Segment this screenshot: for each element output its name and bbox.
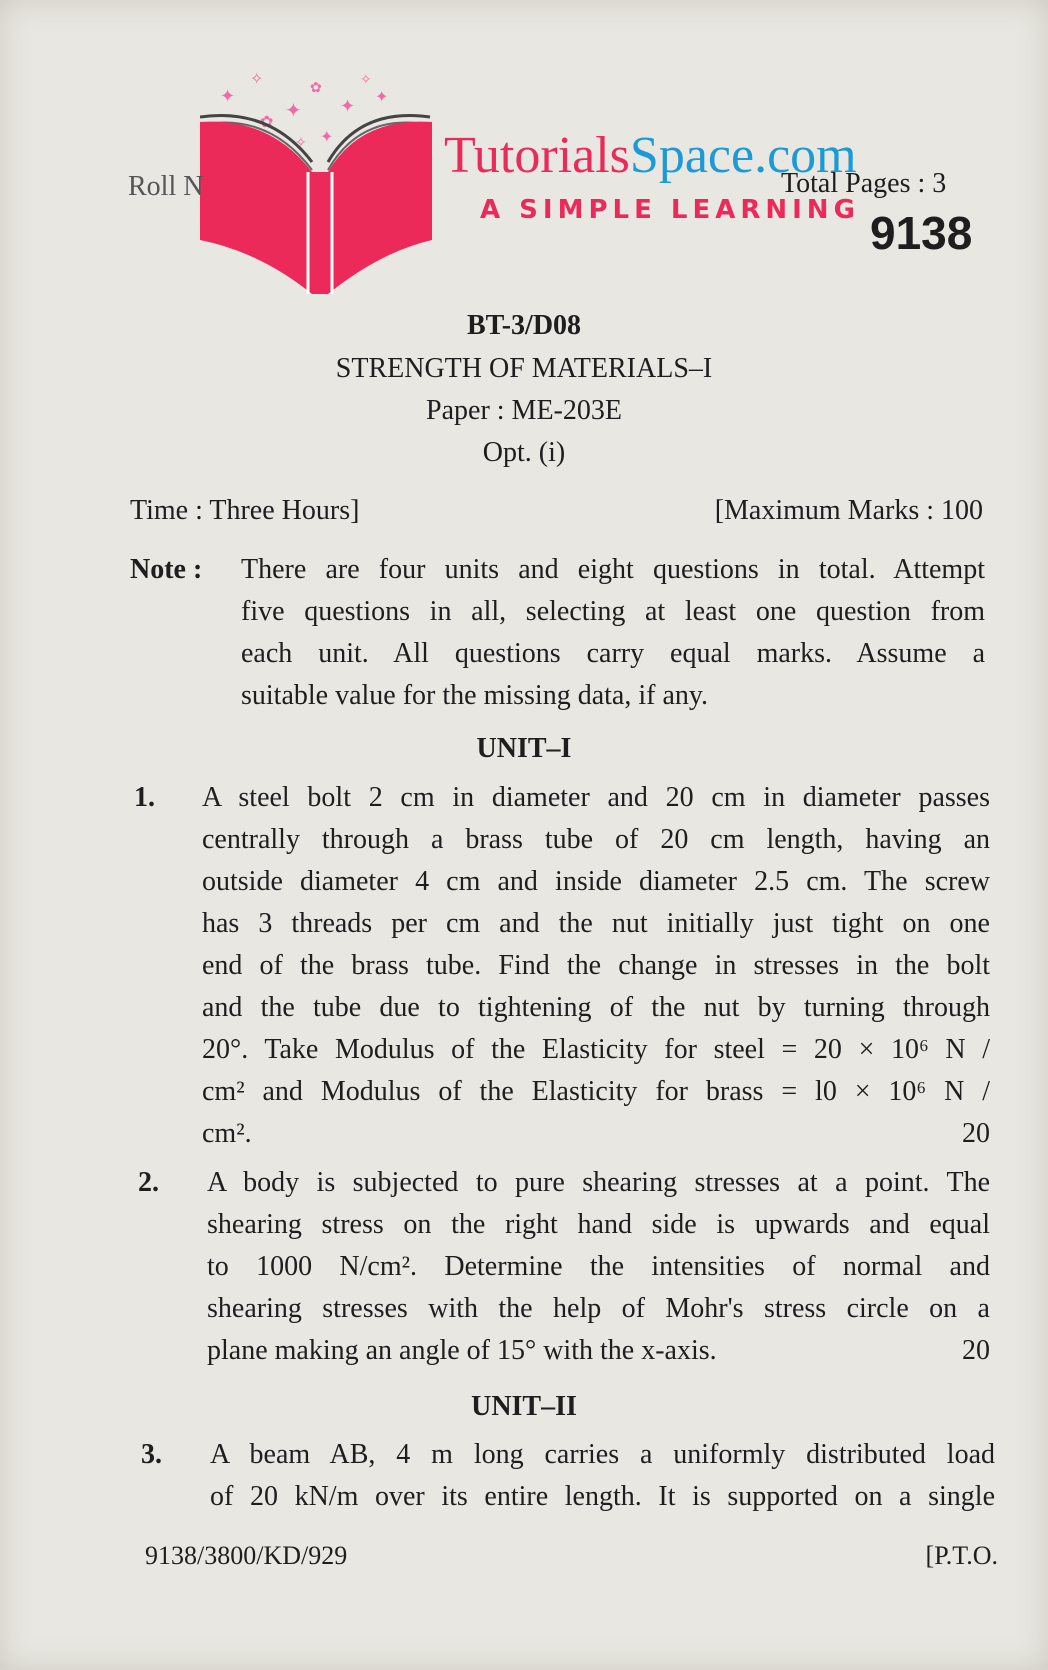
roll-no-label: Roll N <box>128 171 204 202</box>
time-label: Time : Three Hours] <box>130 495 360 526</box>
svg-text:✦: ✦ <box>340 96 356 116</box>
svg-text:✦: ✦ <box>320 129 334 146</box>
note-text <box>241 549 985 717</box>
footer-code: 9138/3800/KD/929 <box>145 1541 348 1570</box>
note-line: There are four units and eight questions in total. Attempt <box>241 554 985 585</box>
svg-text:✧: ✧ <box>250 71 264 88</box>
question-line: centrally through a brass tube of 20 cm length, having an <box>202 824 990 855</box>
question-line: cm² and Modulus of the Elasticity for brass = l0 × 10⁶ N / <box>202 1076 990 1107</box>
total-pages: Total Pages : 3 <box>781 168 947 199</box>
note-line: suitable value for the missing data, if any. <box>241 680 709 711</box>
open-book-icon <box>200 62 440 297</box>
svg-text:✿: ✿ <box>310 81 322 96</box>
unit-title: UNIT–I <box>476 733 572 764</box>
question-line: A beam AB, 4 m long carries a uniformly distributed load <box>210 1439 995 1470</box>
question-line: outside diameter 4 cm and inside diameter 2.5 cm. The screw <box>202 866 990 897</box>
tagline-part1: A SIMPLE <box>480 195 657 225</box>
subject-title: STRENGTH OF MATERIALS–I <box>335 353 713 384</box>
svg-text:✧: ✧ <box>360 73 372 88</box>
question-line: shearing stresses with the help of Mohr's stress circle on a <box>207 1293 990 1324</box>
svg-text:✧: ✧ <box>295 136 307 151</box>
tutorialsspace-logo <box>200 62 440 297</box>
note-line: each unit. All questions carry equal marks. Assume a <box>241 638 985 669</box>
question-line: A steel bolt 2 cm in diameter and 20 cm in diameter passes <box>202 782 990 813</box>
question-line: A body is subjected to pure shearing stresses at a point. The <box>207 1167 990 1198</box>
exam-code: BT-3/D08 <box>466 310 582 341</box>
pto-label: [P.T.O. <box>925 1541 998 1570</box>
brand-part2: Space.com <box>629 127 857 184</box>
tagline-part2: LEARNING <box>670 195 860 225</box>
paper-number: Paper : ME-203E <box>426 395 622 426</box>
max-marks: [Maximum Marks : 100 <box>714 495 983 526</box>
paper-code: 9138 <box>870 207 973 259</box>
question-marks: 20 <box>962 1335 990 1366</box>
question-line: plane making an angle of 15° with the x-axis. <box>207 1335 717 1366</box>
question-line: end of the brass tube. Find the change in stresses in the bolt <box>202 950 990 981</box>
brand-part1: Tutorials <box>444 127 630 184</box>
option: Opt. (i) <box>482 437 566 468</box>
question-number: 1. <box>134 782 155 813</box>
question-number: 2. <box>138 1167 159 1198</box>
question-1 <box>202 777 990 1155</box>
question-line: shearing stress on the right hand side is upwards and equal <box>207 1209 990 1240</box>
question-marks: 20 <box>962 1118 990 1149</box>
question-line: and the tube due to tightening of the nut by turning through <box>202 992 990 1023</box>
svg-text:✦: ✦ <box>375 89 389 106</box>
unit-title: UNIT–II <box>471 1391 577 1422</box>
svg-text:✦: ✦ <box>220 86 236 106</box>
question-2 <box>207 1162 990 1372</box>
question-line: cm². <box>202 1118 252 1149</box>
question-line: has 3 threads per cm and the nut initially just tight on one <box>202 908 990 939</box>
question-number: 3. <box>141 1439 162 1470</box>
svg-text:✿: ✿ <box>260 114 274 131</box>
note-label: Note : <box>130 554 203 585</box>
question-line: of 20 kN/m over its entire length. It is supported on a single <box>210 1481 995 1512</box>
question-line: 20°. Take Modulus of the Elasticity for steel = 20 × 10⁶ N / <box>202 1034 990 1065</box>
question-3 <box>210 1434 995 1518</box>
svg-text:✦: ✦ <box>285 100 302 122</box>
question-line: to 1000 N/cm². Determine the intensities of normal and <box>207 1251 990 1282</box>
note-line: five questions in all, selecting at least one question from <box>241 596 985 627</box>
